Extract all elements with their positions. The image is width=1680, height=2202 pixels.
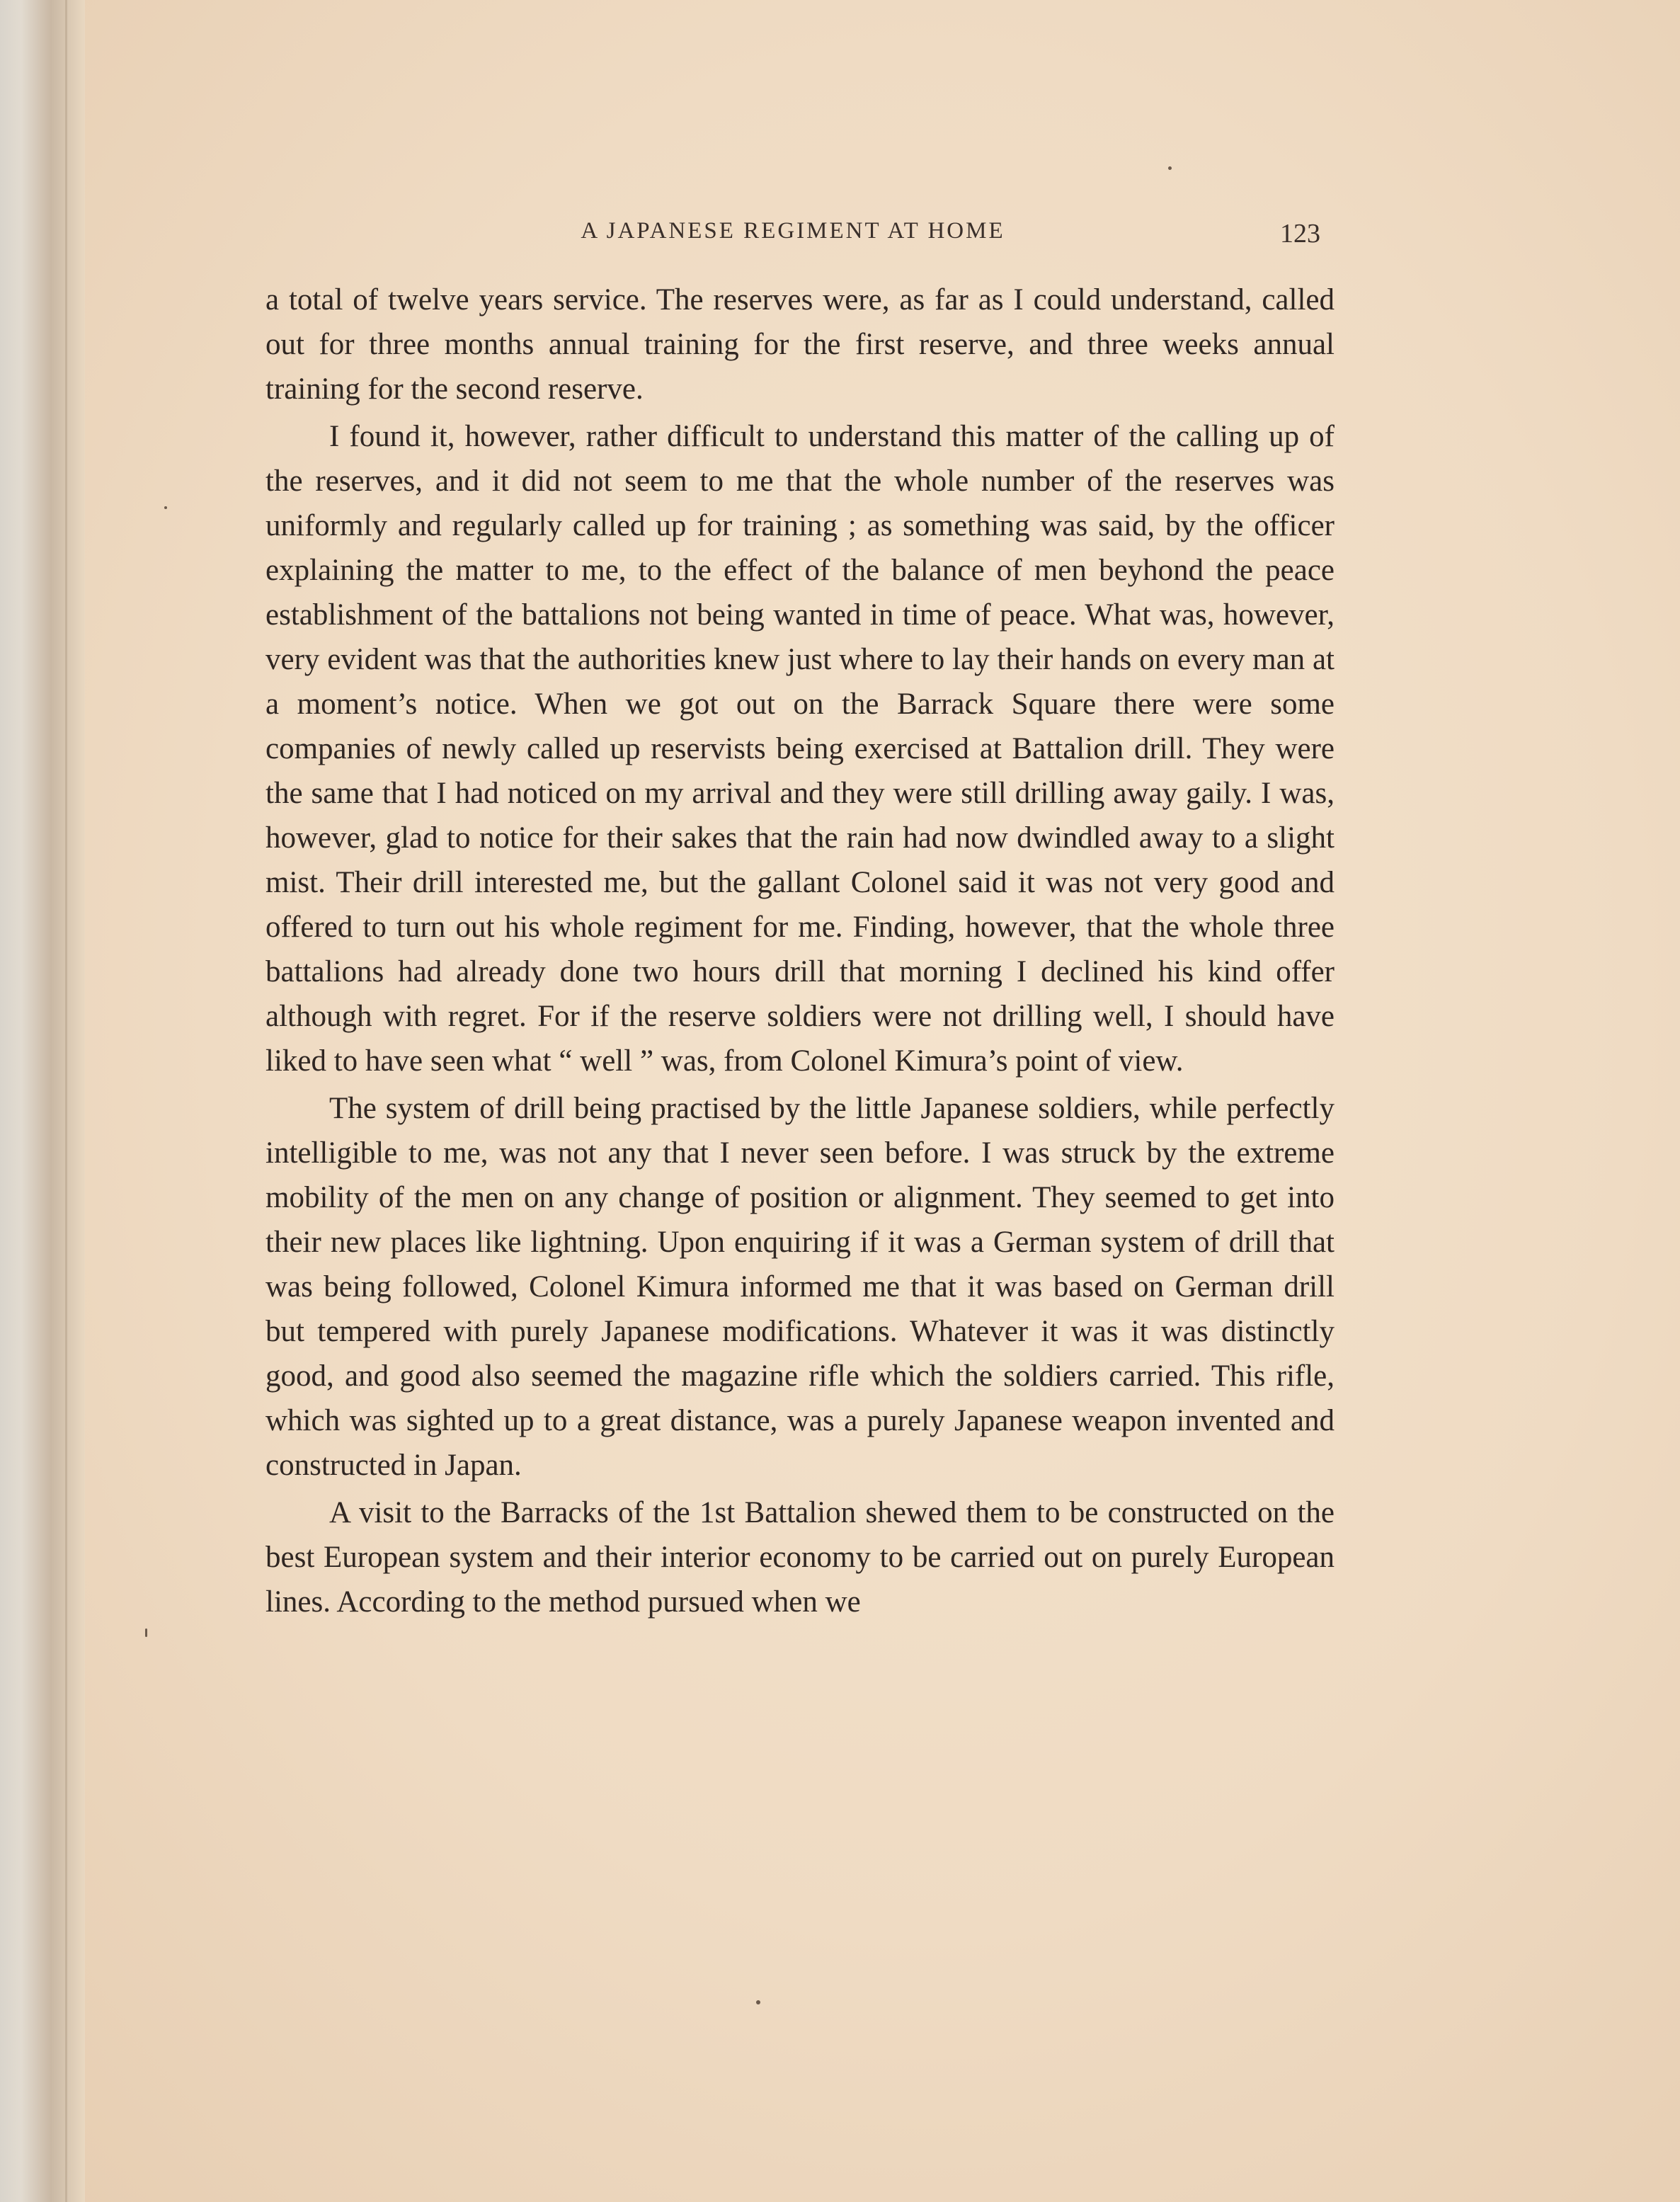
running-header <box>265 218 1320 261</box>
page-number: 123 <box>1280 219 1320 249</box>
paragraph-1: a total of twelve years service. The reserves were, as far as I could understand, called out for three months annual training for the first reserve, and three weeks annual training for the second reserve. <box>265 283 1335 406</box>
paragraph-4: A visit to the Barracks of the 1st Battalion shewed them to be constructed on the best European system and their interior economy to be carried out on purely European lines. According to the method pursued when we <box>265 1496 1335 1619</box>
body-text <box>265 278 1335 1627</box>
paper-speck <box>1168 166 1172 170</box>
paper-speck <box>145 1628 147 1637</box>
running-title: A JAPANESE REGIMENT AT HOME <box>581 218 1005 244</box>
binding-shadow <box>65 0 67 2202</box>
paragraph-2: I found it, however, rather difficult to understand this matter of the calling up of the reserves, and it did not seem to me that the whole number of the reserves was uniformly and regularly called up for training ; as something was said, by the officer explaining the matter to me, to the effect of the balance of men beyhond the peace establishment of the battalions not being wanted in time of peace. What was, however, very evident was that the authorities knew just where to lay their hands on every man at a moment’s notice. When we got out on the Barrack Square there were some companies of newly called up reservists being exercised at Battalion drill. They were the same that I had noticed on my arrival and they were still drilling away gaily. I was, however, glad to notice for their sakes that the rain had now dwindled away to a slight mist. Their drill interested me, but the gallant Colonel said it was not very good and offered to turn out his whole regiment for me. Finding, however, that the whole three battalions had already done two hours drill that morning I declined his kind offer although with regret. For if the reserve soldiers were not drilling well, I should have liked to have seen what “ well ” was, from Colonel Kimura’s point of view. <box>265 420 1335 1078</box>
binding-edge <box>0 0 85 2202</box>
paper-speck <box>164 506 167 509</box>
paper-speck <box>756 2000 760 2004</box>
paragraph-3: The system of drill being practised by the little Japanese soldiers, while perfectly intelligible to me, was not any that I never seen before. I was struck by the extreme mobility of the men on any change of position or alignment. They seemed to get into their new places like lightning. Upon enquiring if it was a German system of drill that was being followed, Colonel Kimura informed me that it was based on German drill but tempered with purely Japanese modifications. Whatever it was it was distinctly good, and good also seemed the magazine rifle which the soldiers carried. This rifle, which was sighted up to a great distance, was a purely Japanese weapon invented and constructed in Japan. <box>265 1092 1335 1482</box>
